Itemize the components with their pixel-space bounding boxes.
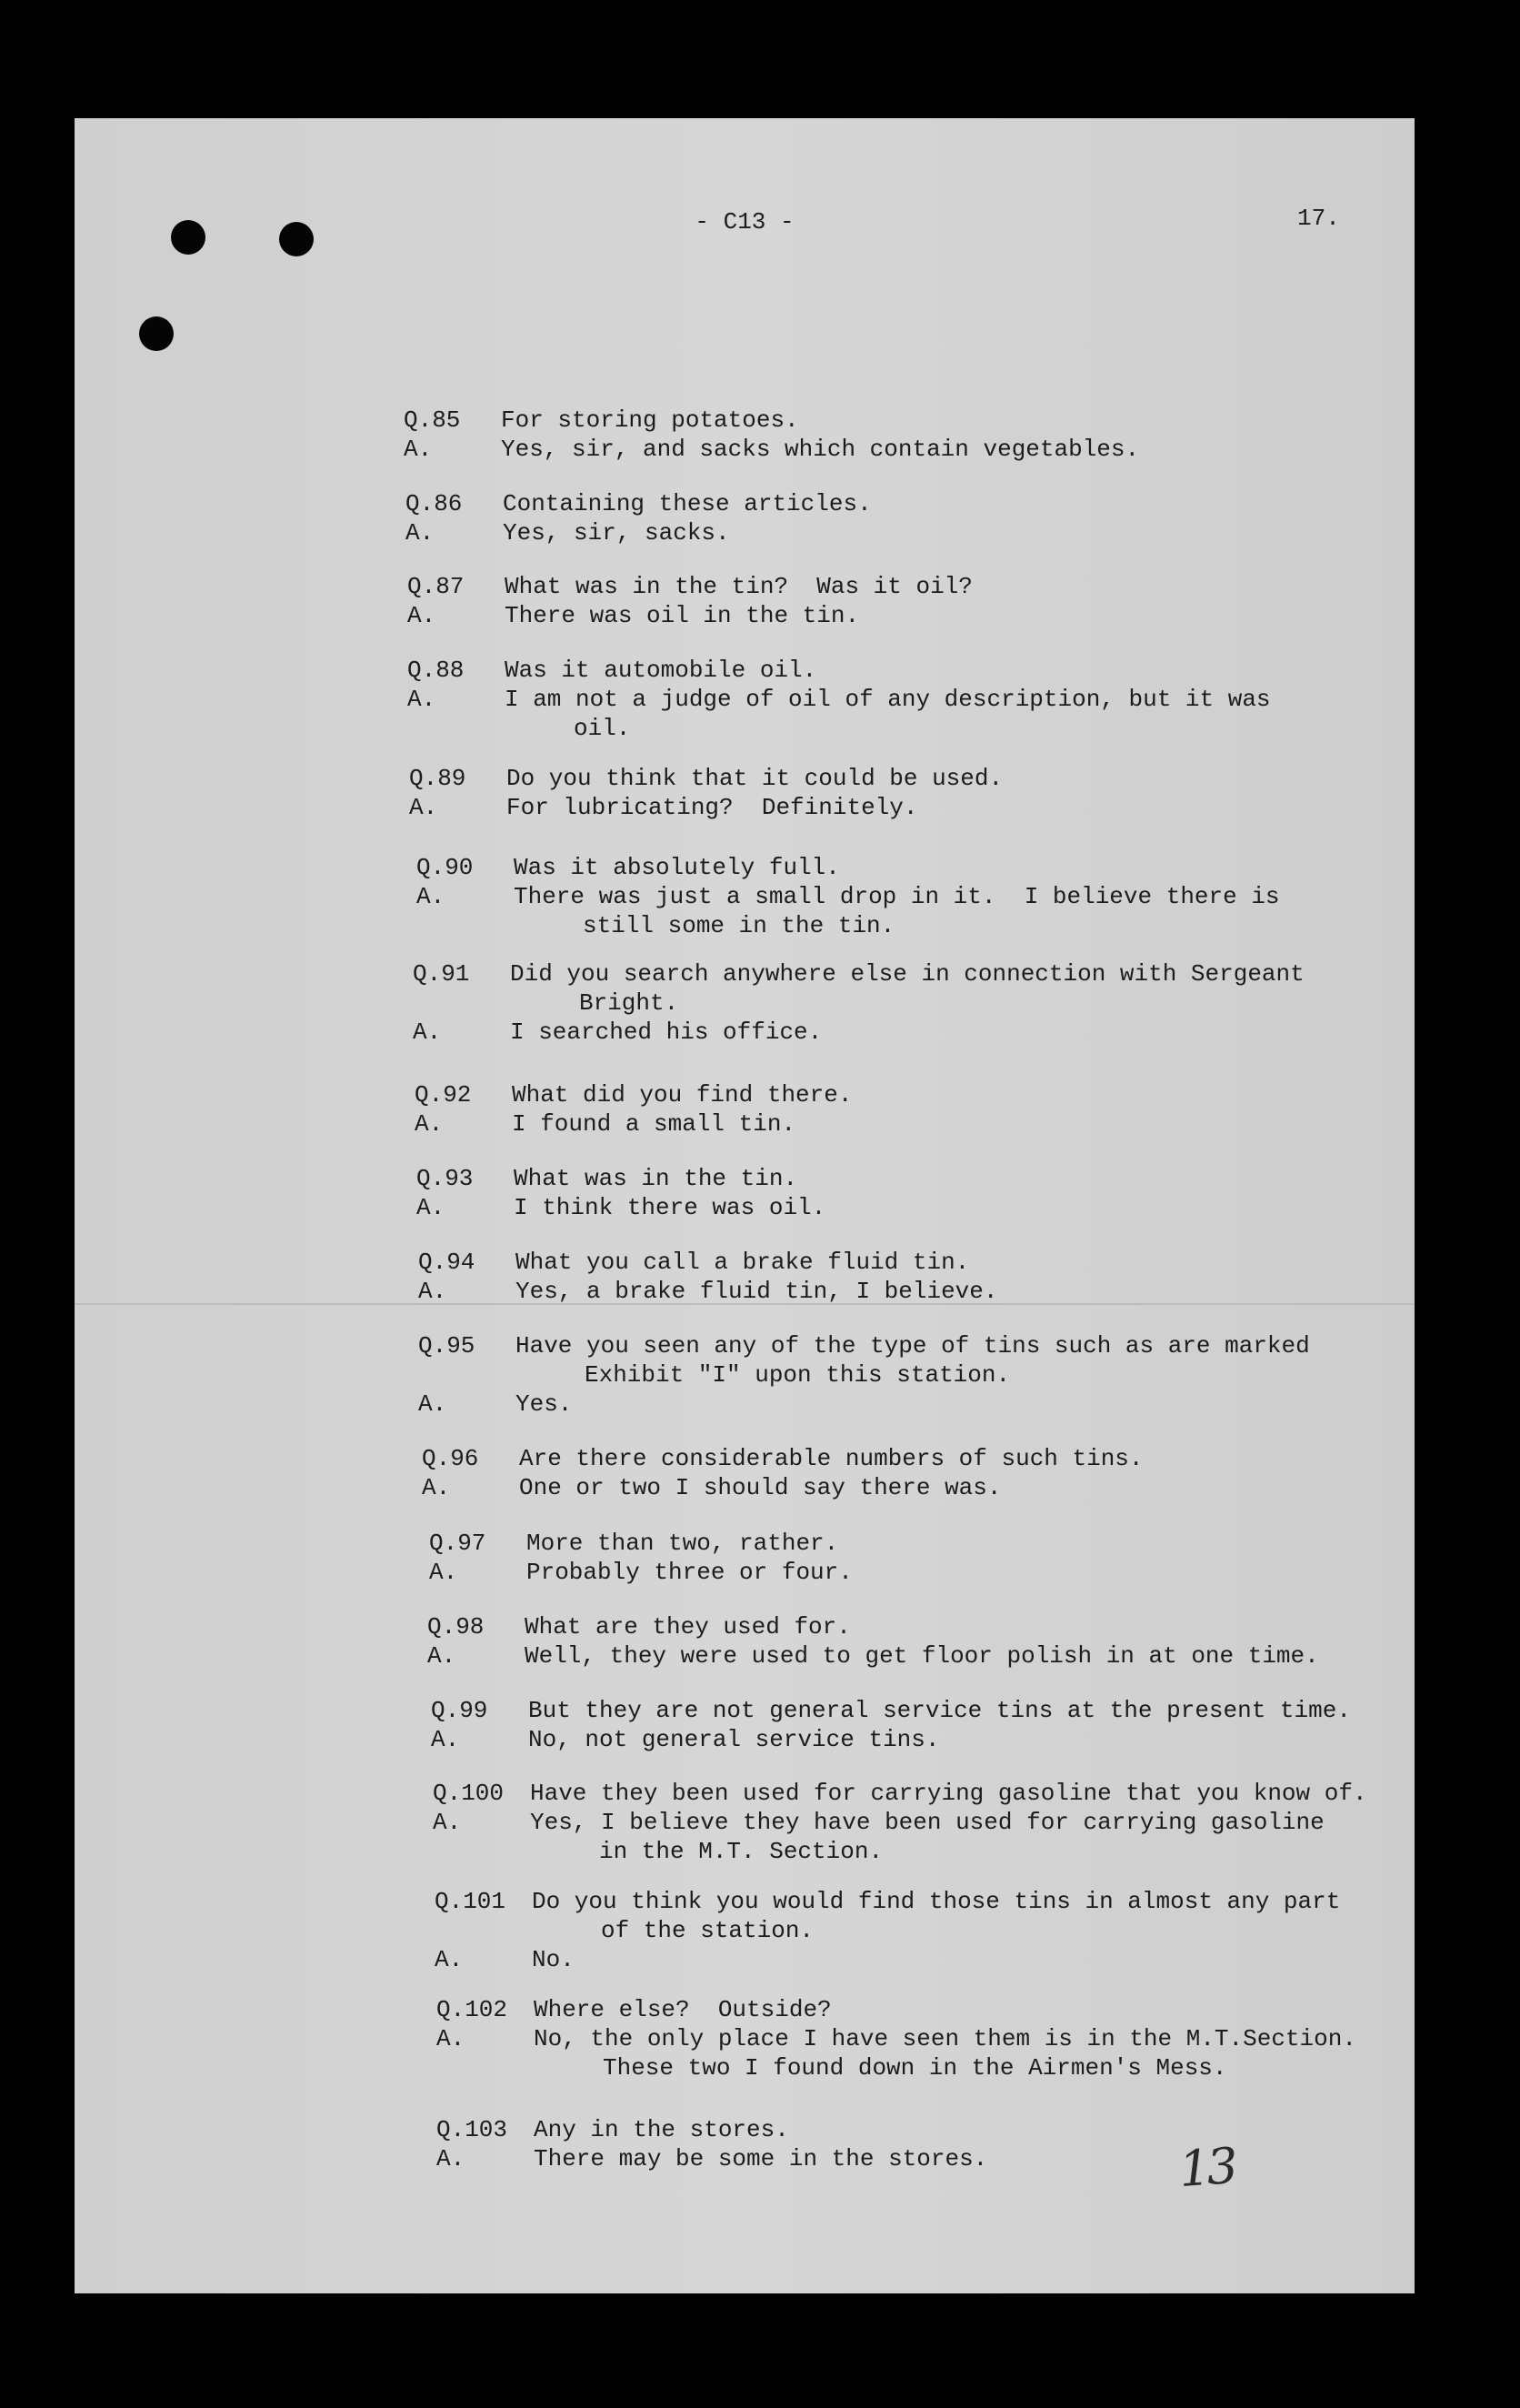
page-number: 17. [1297,205,1340,232]
answer-line [416,1193,1520,1222]
document-page [75,118,1415,2293]
answer-label: A. [407,602,436,629]
qa-entry [415,1080,1520,1139]
answer-line [433,1808,1520,1837]
question-line [422,1444,1520,1473]
question-text: More than two, rather. [526,1530,839,1557]
qa-entry [431,1696,1520,1754]
question-text: Was it absolutely full. [514,854,840,881]
question-text: What did you find there. [512,1081,853,1109]
answer-text: I am not a judge of oil of any description, but it was [505,686,1271,713]
punch-hole-lower [139,316,174,351]
qa-entry [427,1612,1520,1671]
question-text: But they are not general service tins at the present time. [528,1697,1351,1724]
question-text: What you call a brake fluid tin. [515,1249,970,1276]
qa-entry [416,853,1520,940]
question-text: What was in the tin? Was it oil? [505,573,973,600]
question-line [416,1164,1520,1193]
answer-line [404,435,1520,464]
question-line [427,1612,1520,1641]
qa-entry [418,1331,1520,1419]
answer-label: A. [431,1726,460,1753]
question-line [433,1779,1520,1808]
qa-entry [416,1164,1520,1222]
question-label: Q.97 [429,1530,486,1557]
answer-text: Yes, sir, sacks. [503,519,730,547]
answer-text: Probably three or four. [526,1559,853,1586]
question-text: What was in the tin. [514,1165,798,1192]
answer-text: I searched his office. [510,1018,823,1046]
answer-line [431,1725,1520,1754]
answer-label: A. [433,1809,462,1836]
question-line [415,1080,1520,1109]
answer-text: One or two I should say there was. [519,1474,1002,1501]
question-label: Q.96 [422,1445,479,1472]
handwritten-mark: 13 [1176,2136,1236,2199]
answer-label: A. [436,2025,465,2052]
answer-text: in the M.T. Section. [599,1838,884,1865]
answer-text: No. [532,1946,575,1973]
answer-label: A. [418,1278,447,1305]
answer-label: A. [429,1559,458,1586]
answer-label: A. [427,1642,456,1670]
question-label: Q.94 [418,1249,475,1276]
qa-entry [407,656,1520,743]
question-text: Was it automobile oil. [505,657,817,684]
answer-label: A. [415,1110,444,1138]
answer-text: There was just a small drop in it. I believe there is [514,883,1280,910]
question-text: Are there considerable numbers of such tins. [519,1445,1144,1472]
question-text: For storing potatoes. [501,406,799,434]
question-text: Have you seen any of the type of tins such as are marked [515,1332,1310,1360]
question-label: Q.92 [415,1081,472,1109]
question-label: Q.100 [433,1780,505,1807]
question-label: Q.103 [436,2116,508,2143]
question-line [409,764,1520,793]
qa-entry [404,406,1520,464]
answer-label: A. [435,1946,464,1973]
question-text: Where else? Outside? [534,1996,832,2023]
answer-text: No, not general service tins. [528,1726,940,1753]
answer-text: I think there was oil. [514,1194,826,1221]
answer-text: I found a small tin. [512,1110,796,1138]
answer-text: Yes, I believe they have been used for carrying gasoline [530,1809,1325,1836]
answer-text: For lubricating? Definitely. [506,794,918,821]
question-line [418,1331,1520,1360]
question-line [436,2115,1520,2144]
answer-line [429,1558,1520,1587]
question-text: Have they been used for carrying gasoline that you know of. [530,1780,1367,1807]
answer-line [422,1473,1520,1502]
answer-label: A. [407,686,436,713]
question-text: Do you think that it could be used. [506,765,1004,792]
question-label: Q.91 [413,960,470,988]
question-label: Q.87 [407,573,465,600]
question-text: Bright. [579,989,679,1017]
answer-text: There was oil in the tin. [505,602,860,629]
question-text: of the station. [601,1917,815,1944]
answer-line [405,518,1520,547]
question-label: Q.95 [418,1332,475,1360]
question-text: Containing these articles. [503,490,872,517]
question-label: Q.99 [431,1697,488,1724]
answer-line [436,2144,1520,2173]
answer-label: A. [413,1018,442,1046]
answer-line [409,793,1520,822]
answer-line [415,1109,1520,1139]
qa-entry [429,1529,1520,1587]
question-line [435,1916,1520,1945]
answer-text: Yes, sir, and sacks which contain vegetables. [501,436,1140,463]
question-line [413,988,1520,1018]
answer-line [407,685,1520,714]
qa-entry [422,1444,1520,1502]
question-line [435,1887,1520,1916]
question-line [404,406,1520,435]
question-text: Any in the stores. [534,2116,789,2143]
answer-text: Well, they were used to get floor polish in at one time. [525,1642,1319,1670]
answer-line [413,1018,1520,1047]
question-label: Q.86 [405,490,463,517]
answer-text: No, the only place I have seen them is in the M.T.Section. [534,2025,1356,2052]
answer-label: A. [416,883,445,910]
question-line [429,1529,1520,1558]
question-text: What are they used for. [525,1613,851,1640]
answer-text: There may be some in the stores. [534,2145,988,2172]
qa-entry [418,1248,1520,1306]
answer-line [416,882,1520,911]
qa-entry [433,1779,1520,1866]
qa-entry [436,1995,1520,2082]
question-line [431,1696,1520,1725]
answer-label: A. [422,1474,451,1501]
answer-label: A. [436,2145,465,2172]
qa-entry [407,572,1520,630]
question-label: Q.90 [416,854,474,881]
answer-label: A. [418,1390,447,1418]
question-label: Q.101 [435,1888,506,1915]
question-label: Q.89 [409,765,466,792]
answer-text: These two I found down in the Airmen's Mess. [603,2054,1227,2082]
question-label: Q.98 [427,1613,485,1640]
answer-line [416,911,1520,940]
question-label: Q.102 [436,1996,508,2023]
answer-line [418,1277,1520,1306]
answer-line [435,1945,1520,1974]
answer-label: A. [405,519,435,547]
answer-text: oil. [574,715,631,742]
question-text: Did you search anywhere else in connection with Sergeant [510,960,1305,988]
question-line [418,1360,1520,1390]
qa-entry [413,959,1520,1047]
answer-line [418,1390,1520,1419]
qa-entry [436,2115,1520,2173]
question-line [436,1995,1520,2024]
answer-line [433,1837,1520,1866]
question-label: Q.85 [404,406,461,434]
answer-label: A. [416,1194,445,1221]
answer-line [407,601,1520,630]
question-line [405,489,1520,518]
question-label: Q.88 [407,657,465,684]
question-line [416,853,1520,882]
answer-line [436,2053,1520,2082]
answer-label: A. [409,794,438,821]
question-text: Do you think you would find those tins in almost any part [532,1888,1341,1915]
question-line [407,656,1520,685]
answer-line [407,714,1520,743]
qa-entry [409,764,1520,822]
question-text: Exhibit "I" upon this station. [585,1361,1011,1389]
answer-text: still some in the tin. [583,912,895,939]
page-code: - C13 - [695,208,795,236]
qa-entry [435,1887,1520,1974]
answer-line [436,2024,1520,2053]
question-label: Q.93 [416,1165,474,1192]
answer-label: A. [404,436,433,463]
question-line [418,1248,1520,1277]
answer-text: Yes, a brake fluid tin, I believe. [515,1278,998,1305]
answer-line [427,1641,1520,1671]
answer-text: Yes. [515,1390,573,1418]
qa-entry [405,489,1520,547]
question-line [413,959,1520,988]
question-line [407,572,1520,601]
